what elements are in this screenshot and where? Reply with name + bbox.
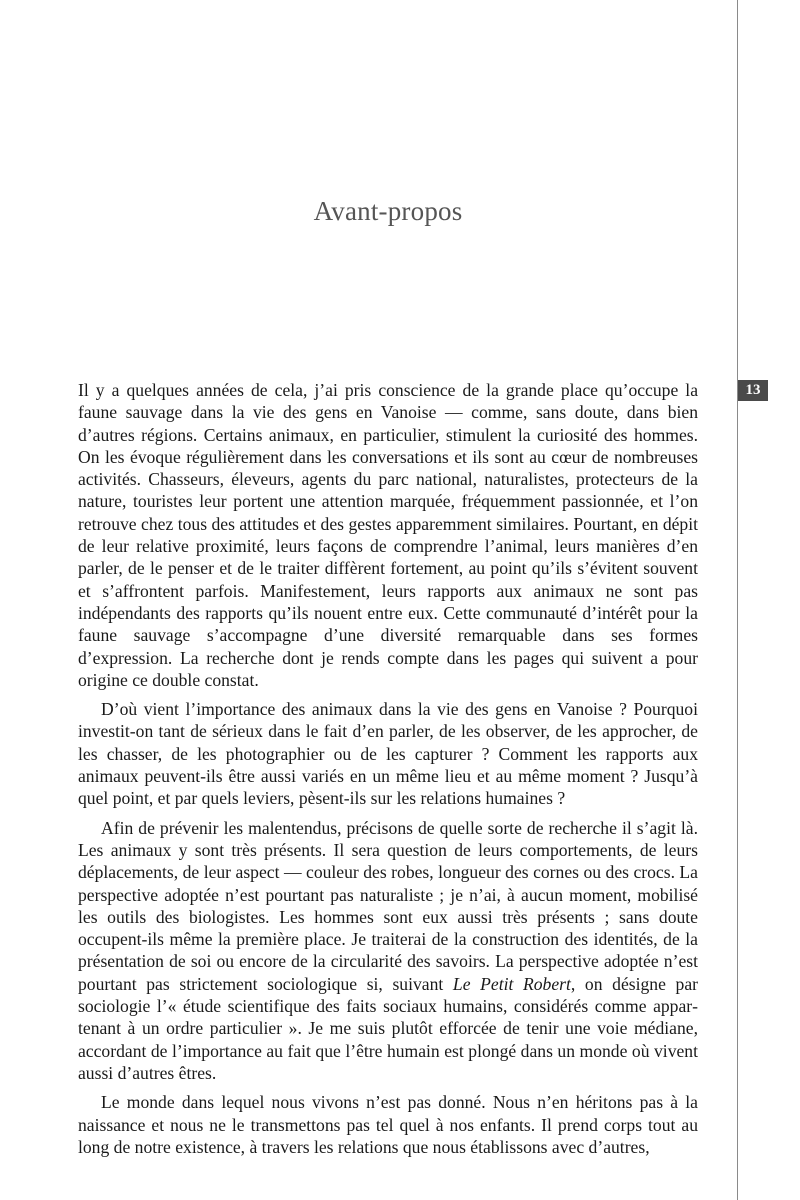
paragraph-1: Il y a quelques années de cela, j’ai pris conscience de la grande place qu’occupe la faune sauvage dans la vie des gens en Vanoise — comme, sans doute, dans bien d’autres régions. Certains animaux, en particulier, stimulent la curiosité des hommes. On les évoque régulièrement dans les conversations et ils sont au cœur de nombreuses activités. Chasseurs, éleveurs, agents du parc national, naturalistes, protecteurs de la nature, touristes leur portent une attention marquée, fréquemment passionnée, et l’on retrouve chez tous des attitudes et des gestes apparemment similaires. Pourtant, en dépit de leur relative proximité, leurs façons de comprendre l’animal, leurs manières d’en parler, de le penser et de le traiter diffèrent fortement, au point qu’ils s’évitent souvent et s’affrontent parfois. Manifestement, leurs rapports aux animaux ne sont pas indépendants des rapports qu’ils nouent entre eux. Cette communauté d’intérêt pour la faune sauvage s’accompagne d’une diversité remarquable dans ses formes d’expression. La recherche dont je rends compte dans les pages qui suivent a pour origine ce double constat. xyxy=(78,380,698,690)
paragraph-2: D’où vient l’importance des animaux dans la vie des gens en Vanoise ? Pourquoi investit-on tant de sérieux dans le fait d’en parler, de les observer, de les approcher, de les chasser, de les photographier ou de les capturer ? Comment les rapports aux animaux peuvent-ils être aussi variés en un même lieu et au même moment ? Jusqu’à quel point, et par quels leviers, pèsent-ils sur les relations humaines ? xyxy=(78,699,698,809)
paragraph-3 xyxy=(78,817,698,1085)
paragraph-4: Le monde dans lequel nous vivons n’est pas donné. Nous n’en héritons pas à la naissance et nous ne le transmettons pas tel quel à nos enfants. Il prend corps tout au long de notre existence, à travers les relations que nous établissons avec d’autres, xyxy=(78,1092,698,1157)
paragraph-3-text-after: , on désigne par sociologie l’« étude scientifique des faits sociaux humains, considérés comme appartenant à un ordre particulier ». Je me suis plutôt efforcée de tenir une voie médiane, accordant de l’importance au fait que l’être humain est plongé dans un monde où vivent aussi d’autres êtres. xyxy=(78,973,698,1083)
page-number: 13 xyxy=(738,380,768,401)
margin-rule xyxy=(737,0,738,1200)
paragraph-3-text-before: Afin de prévenir les malentendus, précisons de quelle sorte de recherche il s’agit là. Les animaux y sont très présents. Il sera question de leurs comportements, de leurs déplacements, de leur aspect — couleur des robes, longueur des cornes ou des crocs. La perspective adoptée n’est pourtant pas naturaliste ; je n’ai, à aucun moment, mobilisé les outils des biologistes. Les hommes sont eux aussi très présents ; sans doute occupent-ils même la première place. Je traiterai de la construction des identités, de la présentation de soi ou encore de la circularité des savoirs. La perspective adoptée n’est pourtant pas strictement sociologique si, suivant xyxy=(78,817,698,994)
body-text xyxy=(78,379,698,1165)
book-title-italic: Le Petit Robert xyxy=(452,973,571,994)
chapter-title: Avant-propos xyxy=(313,196,463,226)
